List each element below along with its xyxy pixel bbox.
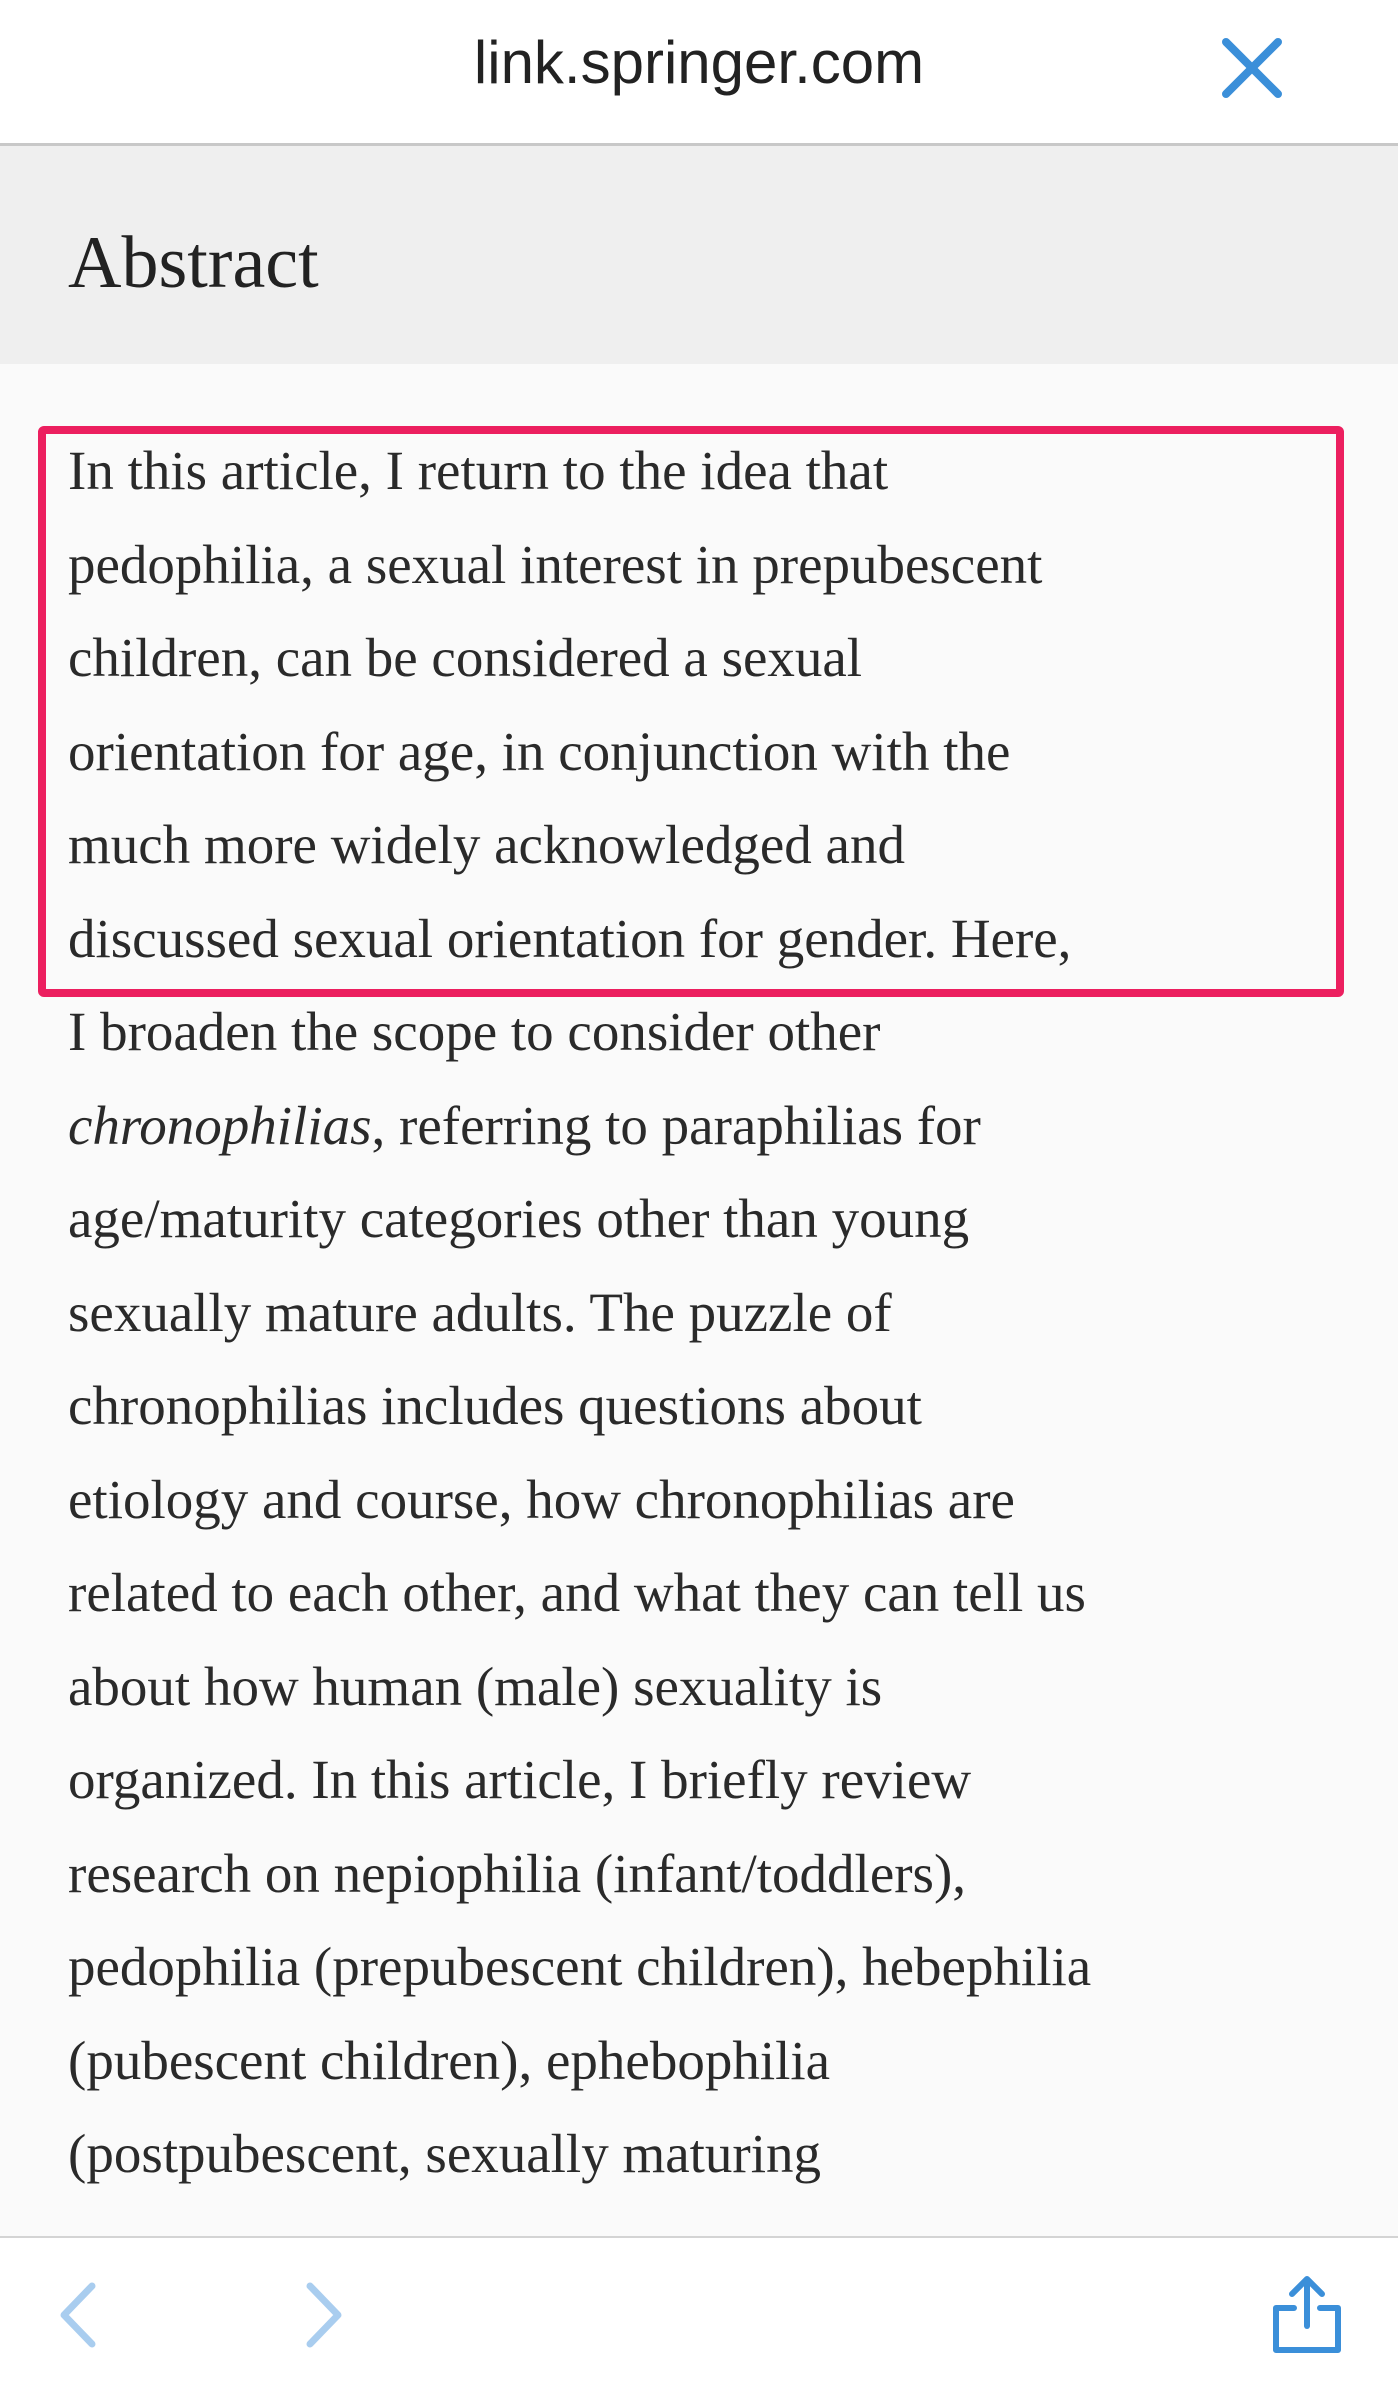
- text-line: In this article, I return to the idea that: [68, 440, 889, 501]
- text-line: pedophilia (prepubescent children), hebephilia: [68, 1936, 1092, 1997]
- text-line: orientation for age, in conjunction with the: [68, 720, 1011, 782]
- section-title: Abstract: [68, 222, 319, 304]
- close-icon: [1212, 28, 1292, 108]
- page-domain[interactable]: link.springer.com: [473, 29, 925, 96]
- browser-header: [0, 0, 1398, 146]
- chevron-left-icon: [36, 2270, 126, 2360]
- abstract-heading-band: [0, 146, 1398, 364]
- close-button[interactable]: [1212, 28, 1292, 108]
- text-line: chronophilias includes questions about: [68, 1375, 922, 1436]
- share-button[interactable]: [1262, 2270, 1352, 2360]
- browser-toolbar: [0, 2236, 1398, 2400]
- text-line: organized. In this article, I briefly review: [68, 1749, 972, 1810]
- text-line: much more widely acknowledged and: [68, 814, 905, 875]
- text-line: etiology and course, how chronophilias are: [68, 1468, 1015, 1530]
- chevron-right-icon: [278, 2270, 368, 2360]
- text-line: discussed sexual orientation for gender. Here,: [68, 907, 1072, 969]
- text-line: age/maturity categories other than young: [68, 1188, 970, 1249]
- text-line: sexually mature adults. The puzzle of: [68, 1281, 892, 1343]
- forward-button[interactable]: [278, 2270, 368, 2360]
- text-line: children, can be considered a sexual: [68, 627, 863, 688]
- text-line: [68, 1079, 1368, 1173]
- text-line: pedophilia, a sexual interest in prepubescent: [68, 533, 1043, 595]
- highlight-annotation-box: [38, 426, 1344, 997]
- text-line: related to each other, and what they can tell us: [68, 1562, 1086, 1623]
- text-line: about how human (male) sexuality is: [68, 1655, 883, 1717]
- text-line: I broaden the scope to consider other: [68, 1001, 881, 1062]
- share-icon: [1262, 2270, 1352, 2360]
- italic-term: chronophilias: [68, 1094, 372, 1156]
- back-button[interactable]: [36, 2270, 126, 2360]
- text-fragment: , referring to paraphilias for: [371, 1094, 981, 1156]
- text-line: (postpubescent, sexually maturing: [68, 2123, 822, 2184]
- text-line: research on nepiophilia (infant/toddlers),: [68, 1842, 967, 1904]
- text-line: (pubescent children), ephebophilia: [68, 2029, 831, 2091]
